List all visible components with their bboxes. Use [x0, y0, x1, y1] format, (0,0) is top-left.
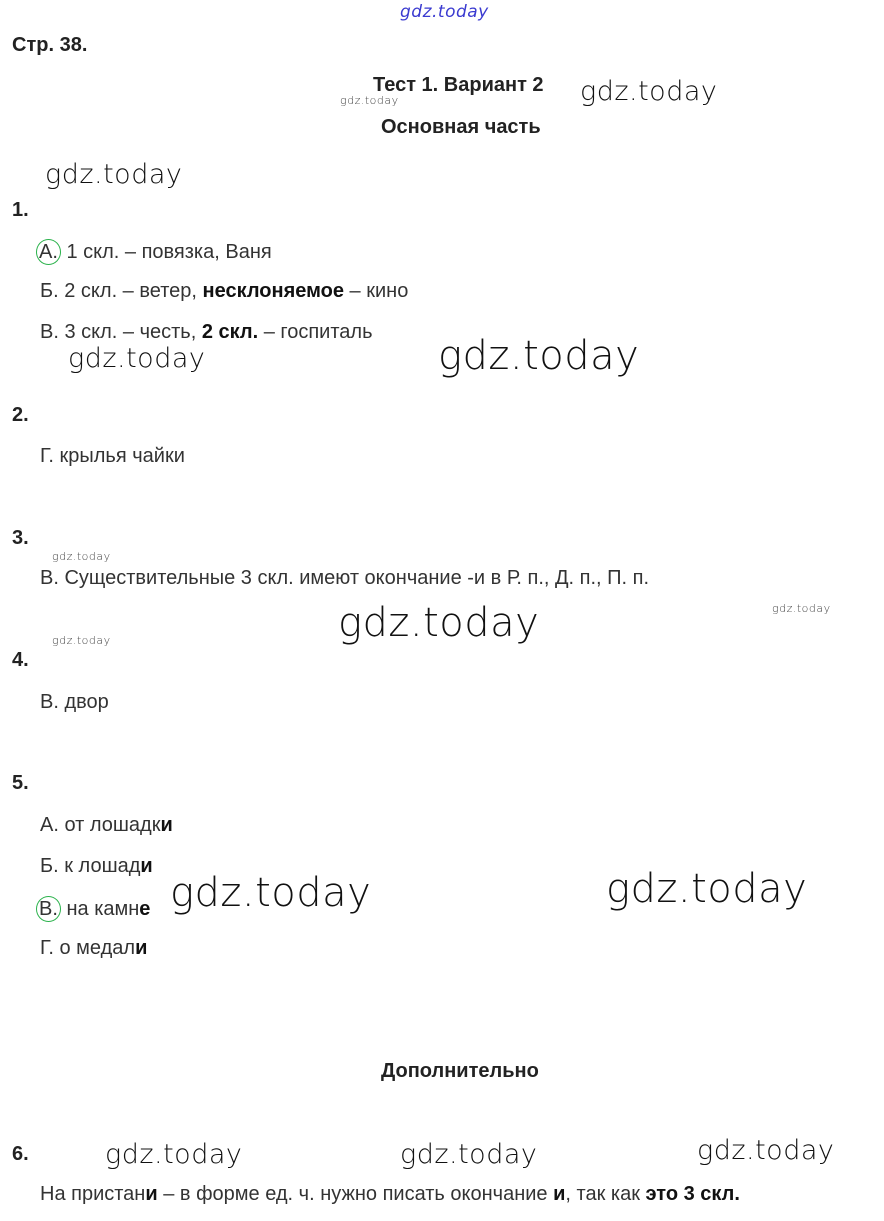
watermark-text: gdz.today [105, 1139, 243, 1170]
answer-bold: это 3 скл. [645, 1183, 740, 1205]
answer-text: – госпиталь [258, 321, 373, 343]
answer-option: Г. крылья чайки [40, 445, 185, 467]
selected-answer-circle: В. [36, 896, 61, 922]
answer-option [40, 937, 147, 960]
answer-text: Б. к лошад [40, 855, 141, 877]
answer-bold: и [145, 1183, 158, 1205]
watermark-text: gdz.today [340, 94, 399, 107]
answer-text: , так как [565, 1183, 646, 1205]
answer-option [40, 855, 153, 878]
answer-bold: 2 скл. [201, 321, 259, 343]
answer-bold: и [135, 937, 148, 959]
watermark-text: gdz.today [772, 602, 831, 615]
answer-bold: и [553, 1183, 566, 1205]
watermark-text: gdz.today [338, 600, 540, 646]
answer-option [40, 896, 150, 922]
answer-text: А. от лошадк [40, 814, 161, 836]
watermark-text: gdz.today [400, 1139, 538, 1170]
question-number: 5. [12, 772, 29, 794]
section-title-main: Основная часть [381, 116, 541, 138]
answer-text: – кино [343, 280, 409, 302]
answer-bold: несклоняемое [202, 280, 344, 302]
question-number: 3. [12, 527, 29, 549]
page-label: Стр. 38. [12, 34, 88, 56]
section-title-extra: Дополнительно [381, 1060, 539, 1082]
question-number: 1. [12, 199, 29, 221]
question-number: 4. [12, 649, 29, 671]
answer-bold: е [139, 898, 151, 920]
answer-option: В. Существительные 3 скл. имеют окончание -и в Р. п., Д. п., П. п. [40, 567, 650, 589]
answer-bold: и [140, 855, 153, 877]
answer-text: Б. 2 скл. – ветер, [40, 280, 203, 302]
watermark-text: gdz.today [68, 343, 206, 374]
answer-option [40, 321, 373, 344]
answer-text: – в форме ед. ч. нужно писать окончание [157, 1183, 554, 1205]
answer-text: 1 скл. – повязка, Ваня [60, 241, 272, 263]
answer-text: В. 3 скл. – честь, [40, 321, 202, 343]
watermark-text: gdz.today [606, 866, 808, 912]
watermark-text: gdz.today [697, 1135, 835, 1166]
question-number: 6. [12, 1143, 29, 1165]
question-number: 2. [12, 404, 29, 426]
watermark-text: gdz.today [400, 2, 489, 22]
answer-bold: и [160, 814, 173, 836]
answer-option [40, 239, 272, 265]
selected-answer-circle: А. [36, 239, 61, 265]
answer-option: В. двор [40, 691, 109, 713]
answer-option [40, 814, 173, 837]
watermark-text: gdz.today [580, 76, 718, 107]
watermark-text: gdz.today [45, 159, 183, 190]
answer-explanation [40, 1183, 740, 1206]
answer-option [40, 280, 408, 303]
watermark-text: gdz.today [52, 634, 111, 647]
answer-text: на камн [60, 898, 140, 920]
watermark-text: gdz.today [170, 870, 372, 916]
answer-text: На пристан [40, 1183, 146, 1205]
watermark-text: gdz.today [438, 333, 640, 379]
answer-text: Г. о медал [40, 937, 136, 959]
watermark-text: gdz.today [52, 550, 111, 563]
page-title: Тест 1. Вариант 2 [373, 74, 544, 96]
